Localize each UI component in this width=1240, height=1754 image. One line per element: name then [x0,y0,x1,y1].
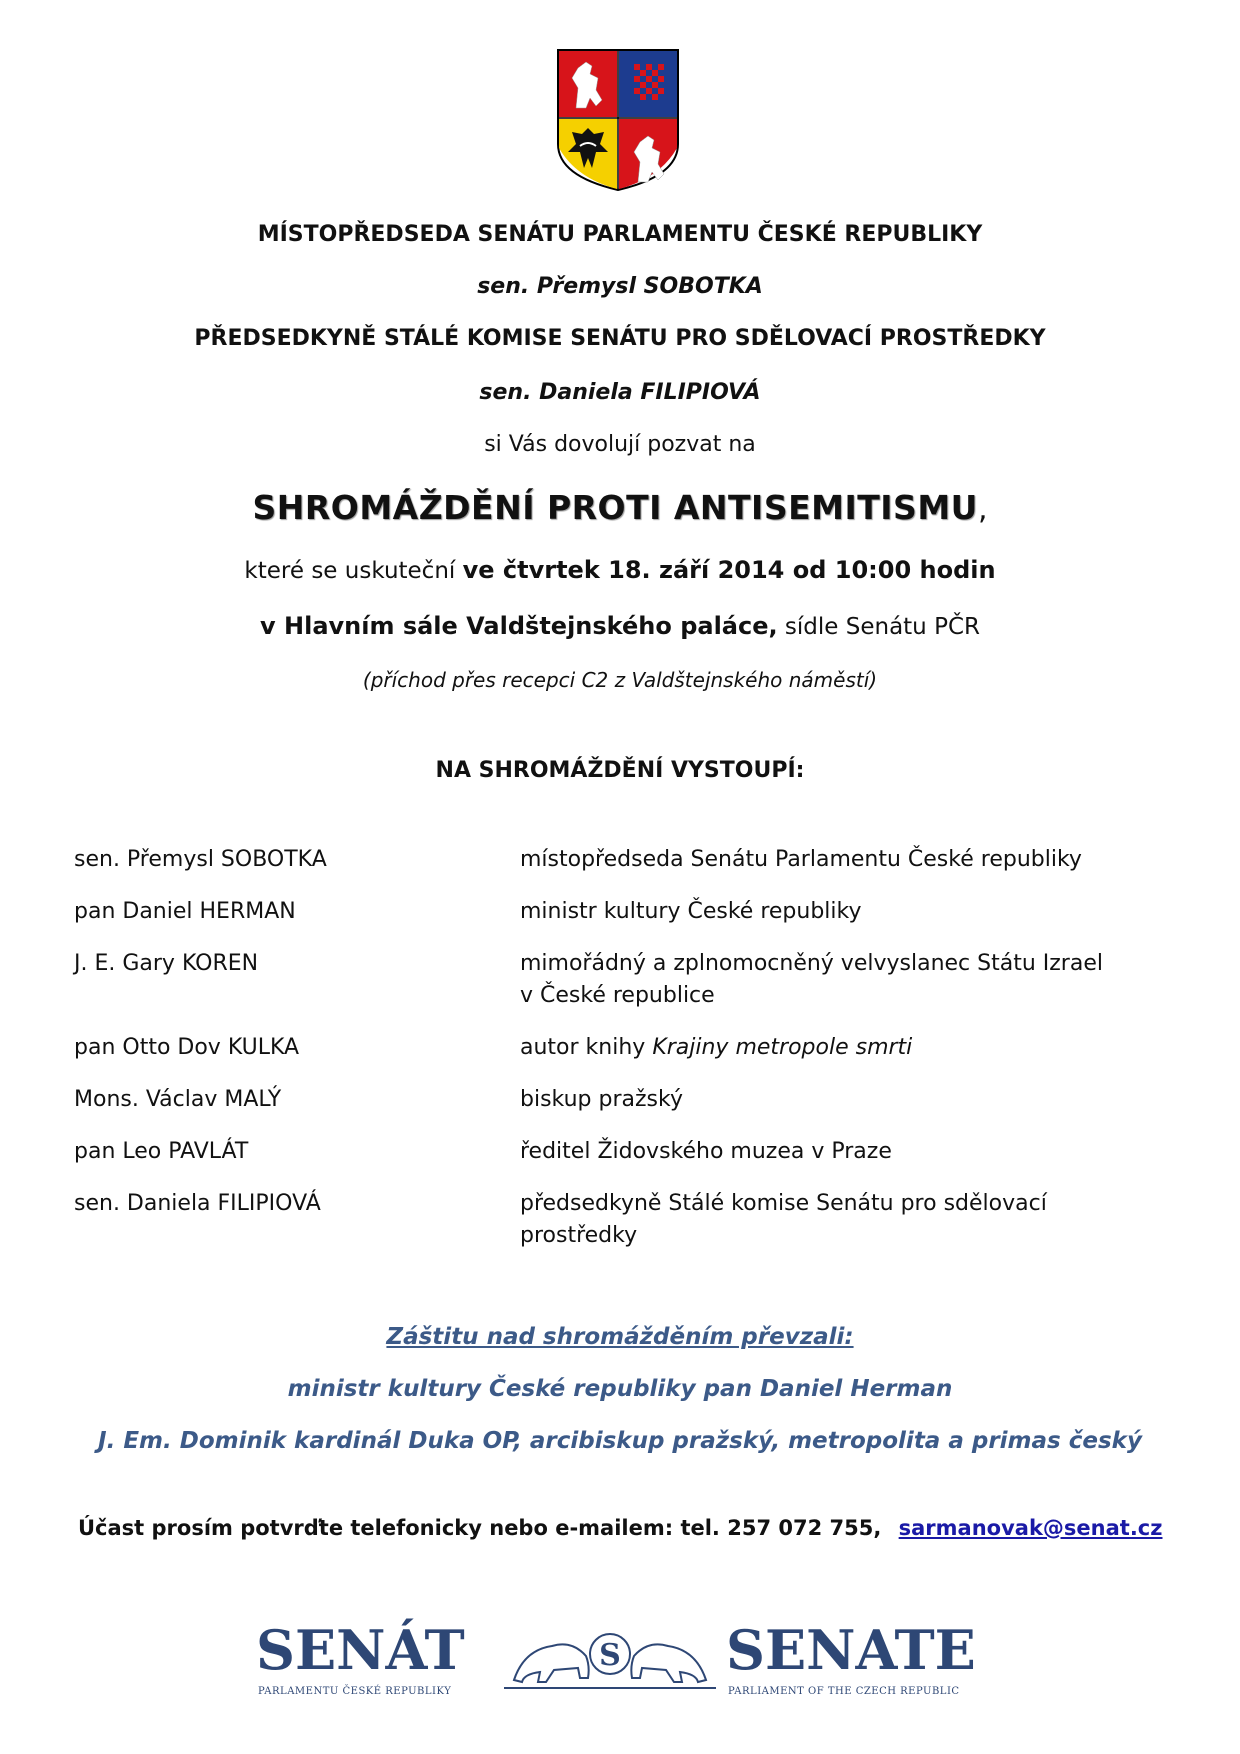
event-date: ve čtvrtek 18. září 2014 od 10:00 hodin [462,556,996,584]
speaker-name: pan Daniel HERMAN [74,899,296,924]
senate-logo-en-subtitle: PARLIAMENT OF THE CZECH REPUBLIC [728,1686,960,1697]
senate-logo-cz-title: SENÁT [256,1618,465,1682]
speaker-name: pan Otto Dov KULKA [74,1035,300,1060]
event-title-text: SHROMÁŽDĚNÍ PROTI ANTISEMITISMU [252,488,978,527]
speaker-role: ministr kultury České republiky [520,899,862,924]
event-date-prefix: které se uskuteční [244,558,463,584]
speaker-role [520,1032,1160,1064]
speaker-role-line2: prostředky [520,1223,638,1248]
vice-chairman-heading: MÍSTOPŘEDSEDA SENÁTU PARLAMENTU ČESKÉ REPUBLIKY [257,222,983,247]
speaker-name: sen. Přemysl SOBOTKA [74,847,327,872]
speaker-row [0,844,1240,876]
senate-logo [256,1620,996,1720]
invitation-line: si Vás dovolují pozvat na [484,432,756,457]
speaker-role: biskup pražský [520,1087,683,1112]
speaker-name: sen. Daniela FILIPIOVÁ [74,1191,321,1216]
speaker-row [0,948,1240,1012]
speaker-role-line1: předsedkyně Stálé komise Senátu pro sdělovací [520,1191,1047,1216]
patronage-heading: Záštitu nad shromážděním převzali: [386,1324,854,1350]
event-place-line [0,612,1240,640]
speaker-role [520,1188,1160,1252]
rsvp-text: Účast prosím potvrďte telefonicky nebo e-mailem: tel. 257 072 755, [78,1516,882,1540]
speaker-name: J. E. Gary KOREN [74,951,259,976]
senate-lions-emblem-icon [494,1620,726,1698]
czech-coat-of-arms-icon [556,48,680,192]
event-place: v Hlavním sále Valdštejnského paláce, [260,612,778,640]
speaker-name: Mons. Václav MALÝ [74,1087,282,1112]
speaker-role-text: autor knihy [520,1035,653,1060]
speaker-row [0,1188,1240,1252]
speaker-role-line1: mimořádný a zplnomocněný velvyslanec Státu Izrael [520,951,1103,976]
rsvp-line [78,1516,1178,1540]
speaker-row [0,1032,1240,1064]
speaker-role: ředitel Židovského muzea v Praze [520,1139,892,1164]
book-title: Krajiny metropole smrti [652,1035,913,1060]
speaker-role-line2: v České republice [520,983,715,1008]
rsvp-email-link[interactable]: sarmanovak@senat.cz [898,1516,1163,1540]
senate-logo-cz-subtitle: PARLAMENTU ČESKÉ REPUBLIKY [258,1686,452,1697]
speaker-role: místopředseda Senátu Parlamentu České republiky [520,847,1082,872]
patronage-line-2: J. Em. Dominik kardinál Duka OP, arcibiskup pražský, metropolita a primas český [98,1428,1142,1454]
vice-chairman-name: sen. Přemysl SOBOTKA [477,274,763,299]
speaker-role [520,948,1160,1012]
speaker-row [0,1136,1240,1168]
event-place-suffix: sídle Senátu PČR [777,614,980,640]
speaker-row [0,1084,1240,1116]
event-date-line [0,556,1240,584]
committee-chair-name: sen. Daniela FILIPIOVÁ [479,380,761,405]
committee-chair-heading: PŘEDSEDKYNĚ STÁLÉ KOMISE SENÁTU PRO SDĚLOVACÍ PROSTŘEDKY [194,326,1046,351]
patronage-line-1: ministr kultury České republiky pan Daniel Herman [287,1376,953,1402]
speaker-name: pan Leo PAVLÁT [74,1139,249,1164]
senate-logo-en-title: SENATE [726,1618,976,1682]
event-title [0,488,1240,527]
speakers-heading: NA SHROMÁŽDĚNÍ VYSTOUPÍ: [435,758,805,783]
event-title-punct: , [977,492,988,527]
emblem-letter: S [599,1638,621,1673]
access-note: (příchod přes recepci C2 z Valdštejnského náměstí) [362,668,878,692]
speaker-row [0,896,1240,928]
